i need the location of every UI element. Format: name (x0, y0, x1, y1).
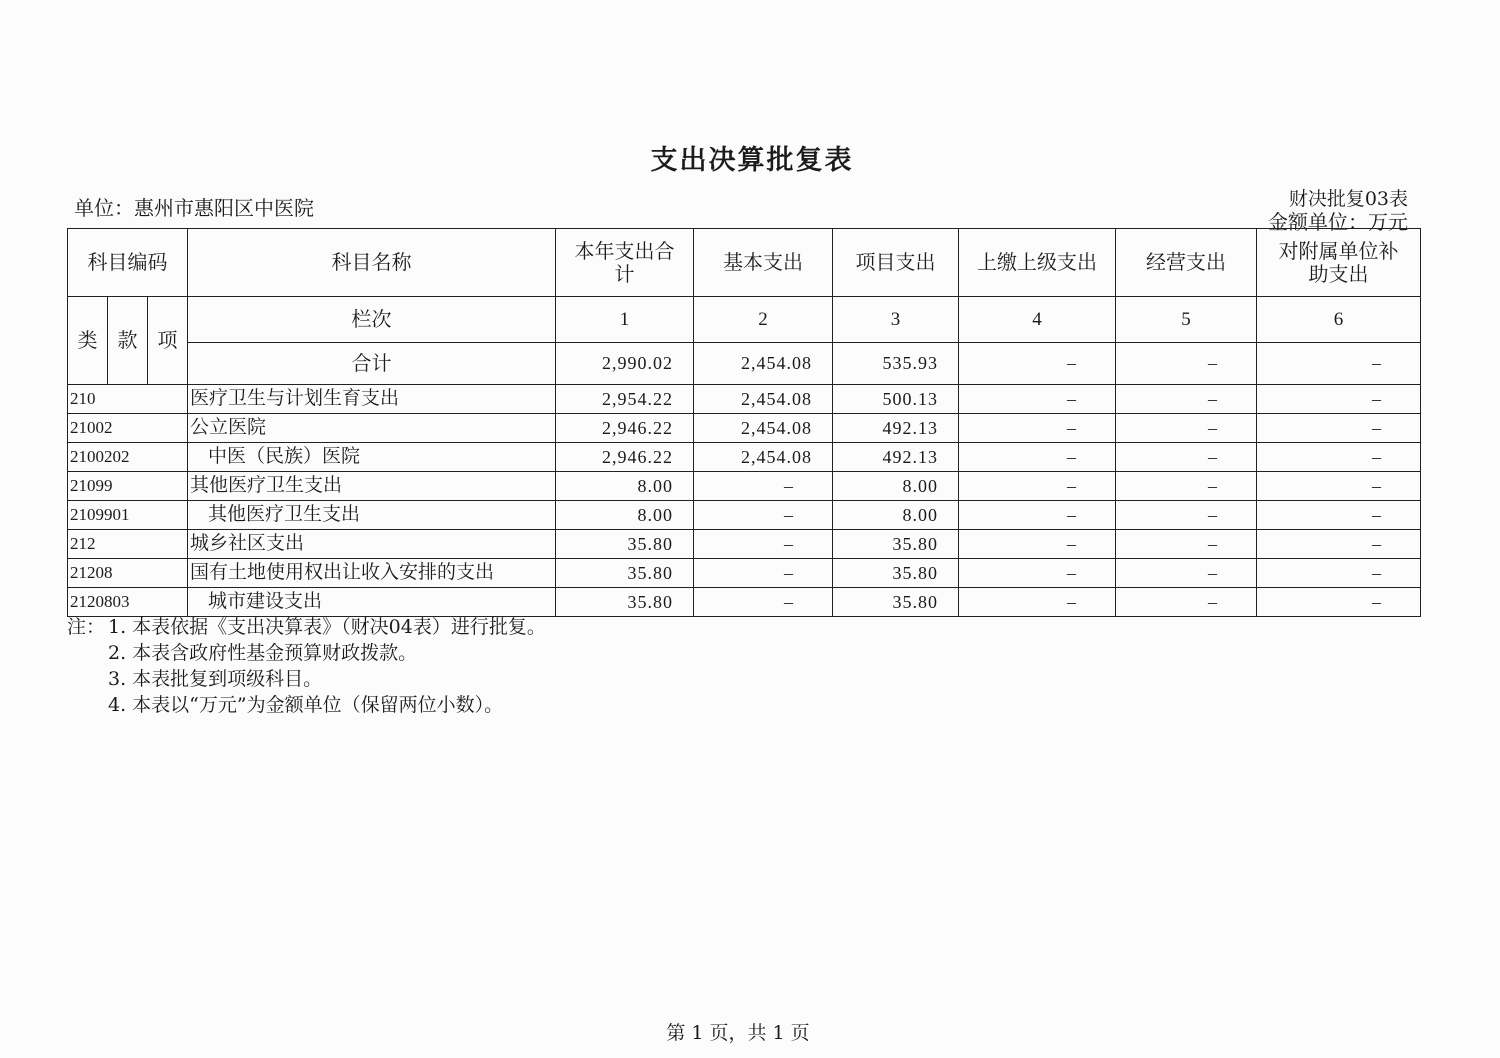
row-value: 8.00 (833, 472, 959, 501)
table-row (68, 530, 1421, 559)
header-col-total: 本年支出合计 (556, 229, 694, 297)
row-name: 城乡社区支出 (188, 530, 556, 559)
note-item: 1. 本表依据《支出决算表》（财决04表）进行批复。 (108, 616, 546, 638)
row-value: – (1116, 443, 1257, 472)
header-kuan: 款 (108, 297, 148, 385)
row-value: – (959, 501, 1116, 530)
row-value: – (1257, 385, 1421, 414)
note-item: 2. 本表含政府性基金预算财政拨款。 (108, 642, 418, 664)
total-label: 合计 (188, 343, 556, 385)
total-value: 2,454.08 (694, 343, 833, 385)
row-code: 21002 (68, 414, 188, 443)
row-value: – (1116, 501, 1257, 530)
table-row (68, 385, 1421, 414)
row-value: 35.80 (556, 559, 694, 588)
row-value: 500.13 (833, 385, 959, 414)
row-value: 492.13 (833, 414, 959, 443)
header-col-basic: 基本支出 (694, 229, 833, 297)
row-value: – (1257, 472, 1421, 501)
row-value: 2,454.08 (694, 414, 833, 443)
table-body (68, 385, 1421, 617)
header-col-remit: 上缴上级支出 (959, 229, 1116, 297)
notes (67, 614, 546, 718)
row-value: – (1116, 559, 1257, 588)
row-value: – (1116, 414, 1257, 443)
row-value: – (1257, 559, 1421, 588)
row-value: 2,954.22 (556, 385, 694, 414)
header-code: 科目编码 (68, 229, 188, 297)
row-value: 35.80 (556, 588, 694, 617)
column-index: 6 (1257, 297, 1421, 343)
form-number: 财决批复03表 (1288, 188, 1408, 210)
row-value: – (1116, 385, 1257, 414)
row-value: – (959, 443, 1116, 472)
row-code: 210 (68, 385, 188, 414)
column-index: 5 (1116, 297, 1257, 343)
row-value: 8.00 (556, 501, 694, 530)
row-value: 8.00 (833, 501, 959, 530)
row-value: 35.80 (556, 530, 694, 559)
table-row (68, 472, 1421, 501)
row-value: 2,946.22 (556, 414, 694, 443)
row-code: 21099 (68, 472, 188, 501)
row-value: – (1257, 588, 1421, 617)
row-value: – (694, 588, 833, 617)
row-code: 2100202 (68, 443, 188, 472)
column-index: 4 (959, 297, 1116, 343)
column-index: 1 (556, 297, 694, 343)
row-value: – (959, 385, 1116, 414)
note-item: 4. 本表以“万元”为金额单位（保留两位小数）。 (108, 694, 504, 716)
row-value: – (1257, 443, 1421, 472)
total-value: – (1257, 343, 1421, 385)
row-name: 国有土地使用权出让收入安排的支出 (188, 559, 556, 588)
header-lei: 类 (68, 297, 108, 385)
row-value: 492.13 (833, 443, 959, 472)
header-col-subsidy: 对附属单位补助支出 (1257, 229, 1421, 297)
row-value: 35.80 (833, 588, 959, 617)
table-header (68, 229, 1421, 385)
total-value: 535.93 (833, 343, 959, 385)
row-value: 8.00 (556, 472, 694, 501)
row-value: 2,454.08 (694, 385, 833, 414)
document-title: 支出决算批复表 (650, 145, 854, 176)
row-value: – (959, 414, 1116, 443)
header-name: 科目名称 (188, 229, 556, 297)
row-value: – (959, 530, 1116, 559)
unit-label: 单位：惠州市惠阳区中医院 (74, 196, 314, 220)
row-value: – (1257, 414, 1421, 443)
note-line (67, 666, 546, 692)
note-line (67, 640, 546, 666)
note-line (67, 692, 546, 718)
row-value: – (694, 559, 833, 588)
row-name: 医疗卫生与计划生育支出 (188, 385, 556, 414)
row-value: – (1257, 501, 1421, 530)
header-row (68, 229, 1421, 297)
note-item: 3. 本表批复到项级科目。 (108, 668, 323, 690)
row-code: 212 (68, 530, 188, 559)
note-prefix: 注： (67, 616, 106, 638)
row-value: – (959, 559, 1116, 588)
row-code: 2109901 (68, 501, 188, 530)
row-value: 35.80 (833, 530, 959, 559)
column-index: 3 (833, 297, 959, 343)
row-name: 公立医院 (188, 414, 556, 443)
row-value: – (1116, 472, 1257, 501)
row-value: – (959, 588, 1116, 617)
total-value: – (1116, 343, 1257, 385)
row-value: – (694, 501, 833, 530)
total-row (68, 343, 1421, 385)
table-row (68, 588, 1421, 617)
row-value: – (694, 472, 833, 501)
table-row (68, 414, 1421, 443)
table-row (68, 559, 1421, 588)
total-value: 2,990.02 (556, 343, 694, 385)
row-code: 2120803 (68, 588, 188, 617)
note-line (67, 614, 546, 640)
row-code: 21208 (68, 559, 188, 588)
row-value: – (694, 530, 833, 559)
column-index-label: 栏次 (188, 297, 556, 343)
row-value: 2,946.22 (556, 443, 694, 472)
amount-unit: 金额单位：万元 (1268, 210, 1408, 234)
row-value: – (959, 472, 1116, 501)
index-row (68, 297, 1421, 343)
row-name: 其他医疗卫生支出 (188, 472, 556, 501)
row-value: 2,454.08 (694, 443, 833, 472)
table-row (68, 443, 1421, 472)
row-value: – (1116, 530, 1257, 559)
row-name: 其他医疗卫生支出 (188, 501, 556, 530)
column-index: 2 (694, 297, 833, 343)
expenditure-table (67, 228, 1421, 617)
header-xiang: 项 (148, 297, 188, 385)
row-value: 35.80 (833, 559, 959, 588)
page-footer: 第 1 页，共 1 页 (666, 1022, 810, 1044)
table-row (68, 501, 1421, 530)
header-col-operating: 经营支出 (1116, 229, 1257, 297)
row-name: 中医（民族）医院 (188, 443, 556, 472)
row-name: 城市建设支出 (188, 588, 556, 617)
row-value: – (1116, 588, 1257, 617)
row-value: – (1257, 530, 1421, 559)
header-col-project: 项目支出 (833, 229, 959, 297)
total-value: – (959, 343, 1116, 385)
